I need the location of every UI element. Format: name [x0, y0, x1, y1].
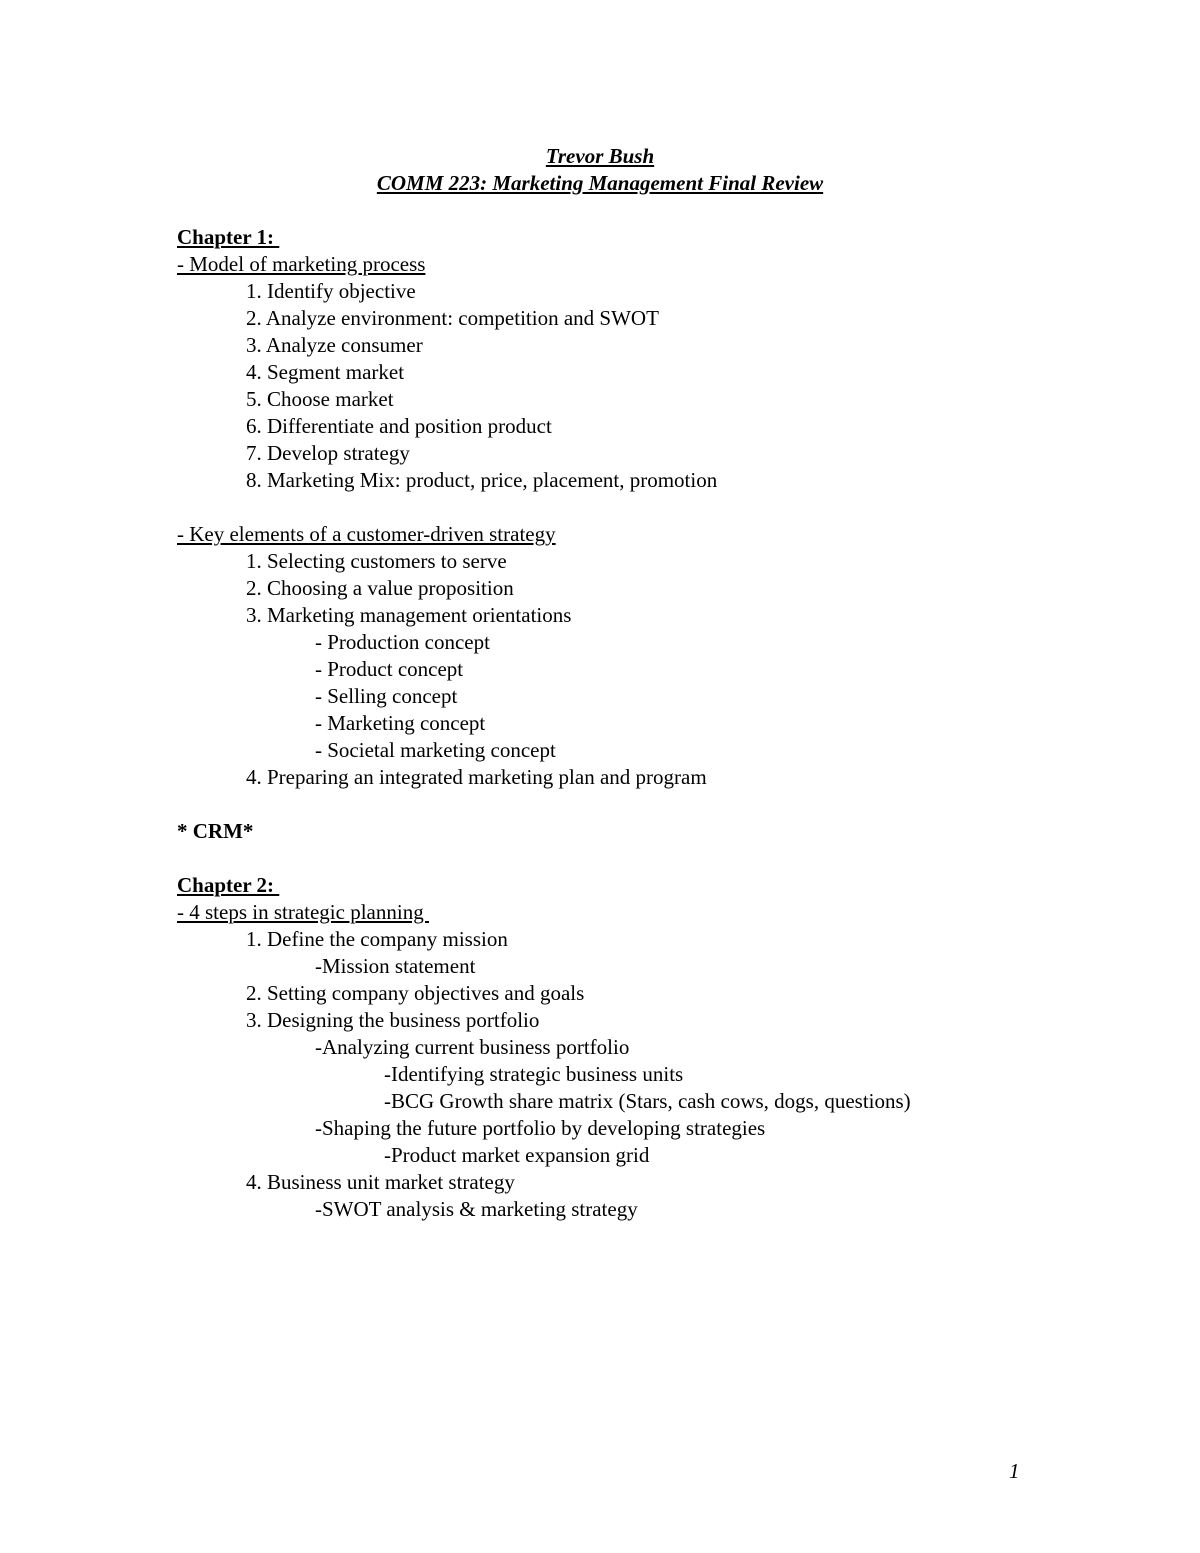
- sub-list-item: - Selling concept: [315, 684, 458, 708]
- chapter-2-heading: Chapter 2:: [177, 873, 280, 897]
- author-name: Trevor Bush: [545, 144, 655, 168]
- course-title: COMM 223: Marketing Management Final Review: [376, 171, 824, 195]
- sub-list-item: -Mission statement: [315, 954, 476, 978]
- section-heading-strategic-planning: - 4 steps in strategic planning: [177, 900, 429, 924]
- list-item: 3. Designing the business portfolio: [246, 1008, 540, 1032]
- sub-list-item: -Shaping the future portfolio by developing strategies: [315, 1116, 766, 1140]
- section-heading-customer-driven-strategy: - Key elements of a customer-driven strategy: [177, 522, 556, 546]
- list-item: 6. Differentiate and position product: [246, 414, 552, 438]
- spacer: [177, 494, 1137, 521]
- sub-list-item: - Societal marketing concept: [315, 738, 556, 762]
- list-item: 8. Marketing Mix: product, price, placement, promotion: [246, 468, 718, 492]
- list-item: 5. Choose market: [246, 387, 394, 411]
- crm-note: * CRM*: [177, 819, 254, 843]
- sub-list-item: -Analyzing current business portfolio: [315, 1035, 630, 1059]
- list-item: 4. Segment market: [246, 360, 405, 384]
- chapter-1-heading: Chapter 1:: [177, 225, 280, 249]
- list-item: 4. Preparing an integrated marketing plan and program: [246, 765, 707, 789]
- spacer: [177, 791, 1137, 818]
- sub-sub-list-item: -Identifying strategic business units: [384, 1062, 684, 1086]
- spacer: [177, 845, 1137, 872]
- list-item: 1. Define the company mission: [246, 927, 508, 951]
- document-header: [0, 143, 1200, 197]
- sub-list-item: - Marketing concept: [315, 711, 486, 735]
- list-item: 2. Setting company objectives and goals: [246, 981, 585, 1005]
- list-item: 1. Selecting customers to serve: [246, 549, 507, 573]
- sub-list-item: -SWOT analysis & marketing strategy: [315, 1197, 638, 1221]
- page-number: 1: [1009, 1459, 1020, 1483]
- list-item: 3. Marketing management orientations: [246, 603, 572, 627]
- section-heading-marketing-process: - Model of marketing process: [177, 252, 426, 276]
- sub-list-item: - Production concept: [315, 630, 490, 654]
- sub-sub-list-item: -Product market expansion grid: [384, 1143, 650, 1167]
- sub-sub-list-item: -BCG Growth share matrix (Stars, cash cows, dogs, questions): [384, 1089, 911, 1113]
- list-item: 4. Business unit market strategy: [246, 1170, 515, 1194]
- list-item: 2. Choosing a value proposition: [246, 576, 514, 600]
- list-item: 1. Identify objective: [246, 279, 416, 303]
- sub-list-item: - Product concept: [315, 657, 464, 681]
- list-item: 7. Develop strategy: [246, 441, 410, 465]
- list-item: 2. Analyze environment: competition and SWOT: [246, 306, 659, 330]
- list-item: 3. Analyze consumer: [246, 333, 423, 357]
- document-body: [177, 224, 1137, 1223]
